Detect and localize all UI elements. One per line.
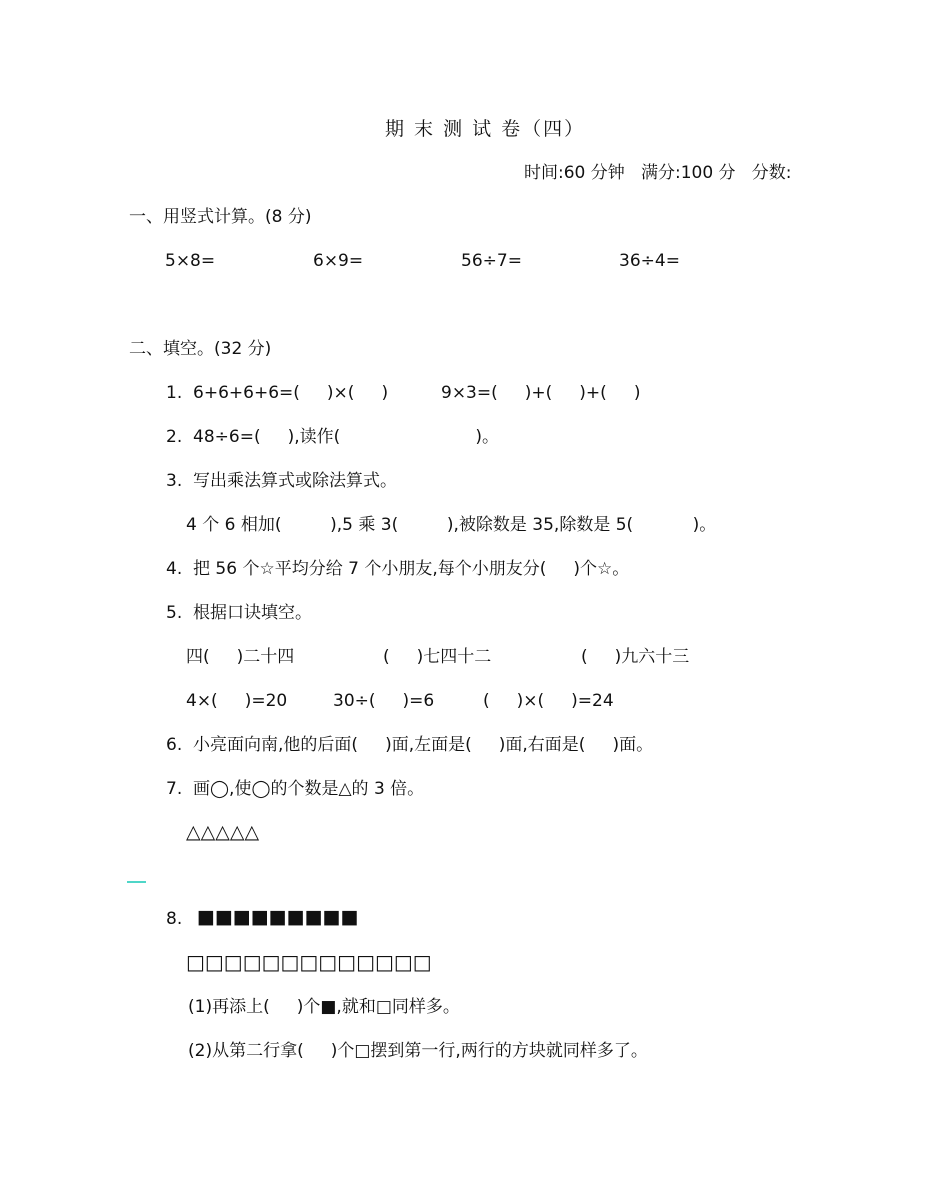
calc-problem-1: 5×8= xyxy=(165,251,216,271)
question-1a: 1. 6+6+6+6=( )×( ) xyxy=(166,383,389,403)
question-5-item-c: ( )九六十三 xyxy=(581,647,690,667)
question-8-part-1: (1)再添上( )个■,就和□同样多。 xyxy=(188,997,460,1017)
question-8-filled-squares: ■■■■■■■■■ xyxy=(197,906,359,928)
question-1b: 9×3=( )+( )+( ) xyxy=(441,383,641,403)
question-5-item-f: ( )×( )=24 xyxy=(483,691,614,711)
question-8-label: 8. xyxy=(166,909,183,929)
question-5-item-b: ( )七四十二 xyxy=(383,647,492,667)
calc-problem-2: 6×9= xyxy=(313,251,364,271)
exam-meta: 时间:60 分钟 满分:100 分 分数: xyxy=(524,163,792,183)
question-5-item-a: 四( )二十四 xyxy=(186,647,295,667)
question-2: 2. 48÷6=( ),读作( )。 xyxy=(166,427,500,447)
question-5-item-d: 4×( )=20 xyxy=(186,691,288,711)
accent-line xyxy=(127,881,146,883)
question-7-triangles: △△△△△ xyxy=(186,821,260,843)
page-title: 期 末 测 试 卷（四） xyxy=(385,118,586,140)
question-8-part-2: (2)从第二行拿( )个□摆到第一行,两行的方块就同样多了。 xyxy=(188,1041,648,1061)
calc-problem-4: 36÷4= xyxy=(619,251,680,271)
question-6: 6. 小亮面向南,他的后面( )面,左面是( )面,右面是( )面。 xyxy=(166,735,654,755)
question-5-item-e: 30÷( )=6 xyxy=(333,691,435,711)
question-8-empty-squares: □□□□□□□□□□□□□ xyxy=(186,950,432,974)
question-3: 3. 写出乘法算式或除法算式。 xyxy=(166,471,398,491)
question-5: 5. 根据口诀填空。 xyxy=(166,603,313,623)
question-3-line: 4 个 6 相加( ),5 乘 3( ),被除数是 35,除数是 5( )。 xyxy=(186,515,717,535)
calc-problem-3: 56÷7= xyxy=(461,251,522,271)
question-4: 4. 把 56 个☆平均分给 7 个小朋友,每个小朋友分( )个☆。 xyxy=(166,559,630,579)
section-1-heading: 一、用竖式计算。(8 分) xyxy=(129,207,312,227)
section-2-heading: 二、填空。(32 分) xyxy=(129,339,272,359)
question-7: 7. 画◯,使◯的个数是△的 3 倍。 xyxy=(166,779,425,799)
